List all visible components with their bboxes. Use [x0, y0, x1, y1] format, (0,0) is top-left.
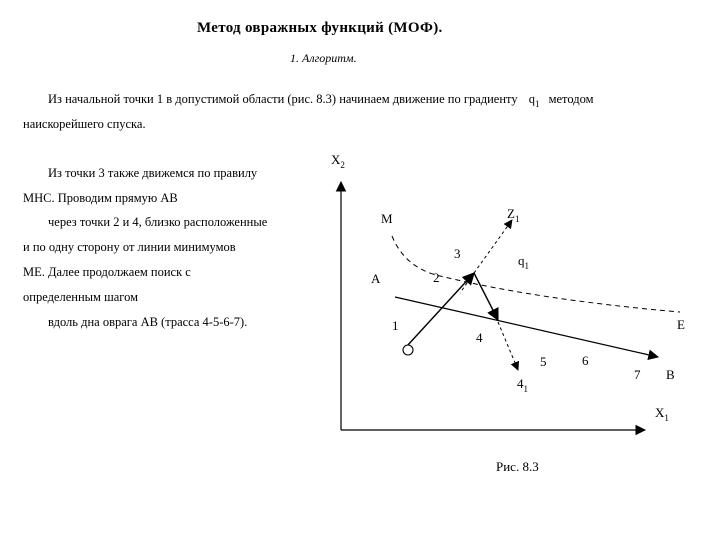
paragraph-line: через точки 2 и 4, близко расположенные — [48, 215, 268, 229]
intro-gradient-symbol: $q_1$ — [528, 92, 540, 109]
paragraph-line: Из точки 3 также движемся по правилу — [48, 166, 258, 180]
paragraph-line: и по одну сторону от линии минимумов — [23, 240, 236, 254]
section-subtitle: 1. Алгоритм. — [290, 51, 357, 65]
label-point-5: 5 — [540, 354, 547, 369]
label-b: В — [666, 367, 675, 382]
label-point-2: 2 — [433, 270, 440, 285]
x-axis-label: $X_1$ — [655, 405, 669, 423]
figure-caption: Рис. 8.3 — [496, 459, 539, 474]
intro-line-1-text: Из начальной точки 1 в допустимой области (рис. 8.3) начинаем движение по градиенту — [48, 92, 518, 106]
label-point-6: 6 — [582, 353, 589, 368]
paragraph-line: МНС. Проводим прямую АВ — [23, 191, 178, 205]
label-a: А — [371, 271, 381, 286]
label-z1: $Z_1$ — [507, 206, 520, 224]
label-point-1: 1 — [392, 318, 399, 333]
descent-path-1-3 — [407, 270, 474, 346]
paragraph-line: МЕ. Далее продолжаем поиск с — [23, 265, 191, 279]
descent-path-3-4 — [474, 273, 498, 320]
paragraph-line: определенным шагом — [23, 290, 138, 304]
label-q1: $q_1$ — [518, 253, 529, 271]
paragraph-line: вдоль дна оврага АВ (трасса 4-5-6-7). — [48, 315, 248, 329]
intro-line-1-end: методом — [548, 92, 594, 106]
label-point-4-prime: $4_1$ — [517, 376, 528, 394]
descent-path-4-4prime — [498, 322, 518, 370]
gradient-direction-z1 — [474, 220, 512, 273]
page-title: Метод овражных функций (МОФ). — [197, 20, 443, 36]
label-point-4: 4 — [476, 330, 483, 345]
intro-line-2: наискорейшего спуска. — [23, 117, 146, 131]
y-axis-label: $X_2$ — [331, 152, 345, 170]
start-point-marker — [403, 345, 413, 355]
label-point-3: 3 — [454, 246, 461, 261]
label-m: М — [381, 211, 393, 226]
label-point-7: 7 — [634, 367, 641, 382]
label-e: Е — [677, 317, 685, 332]
